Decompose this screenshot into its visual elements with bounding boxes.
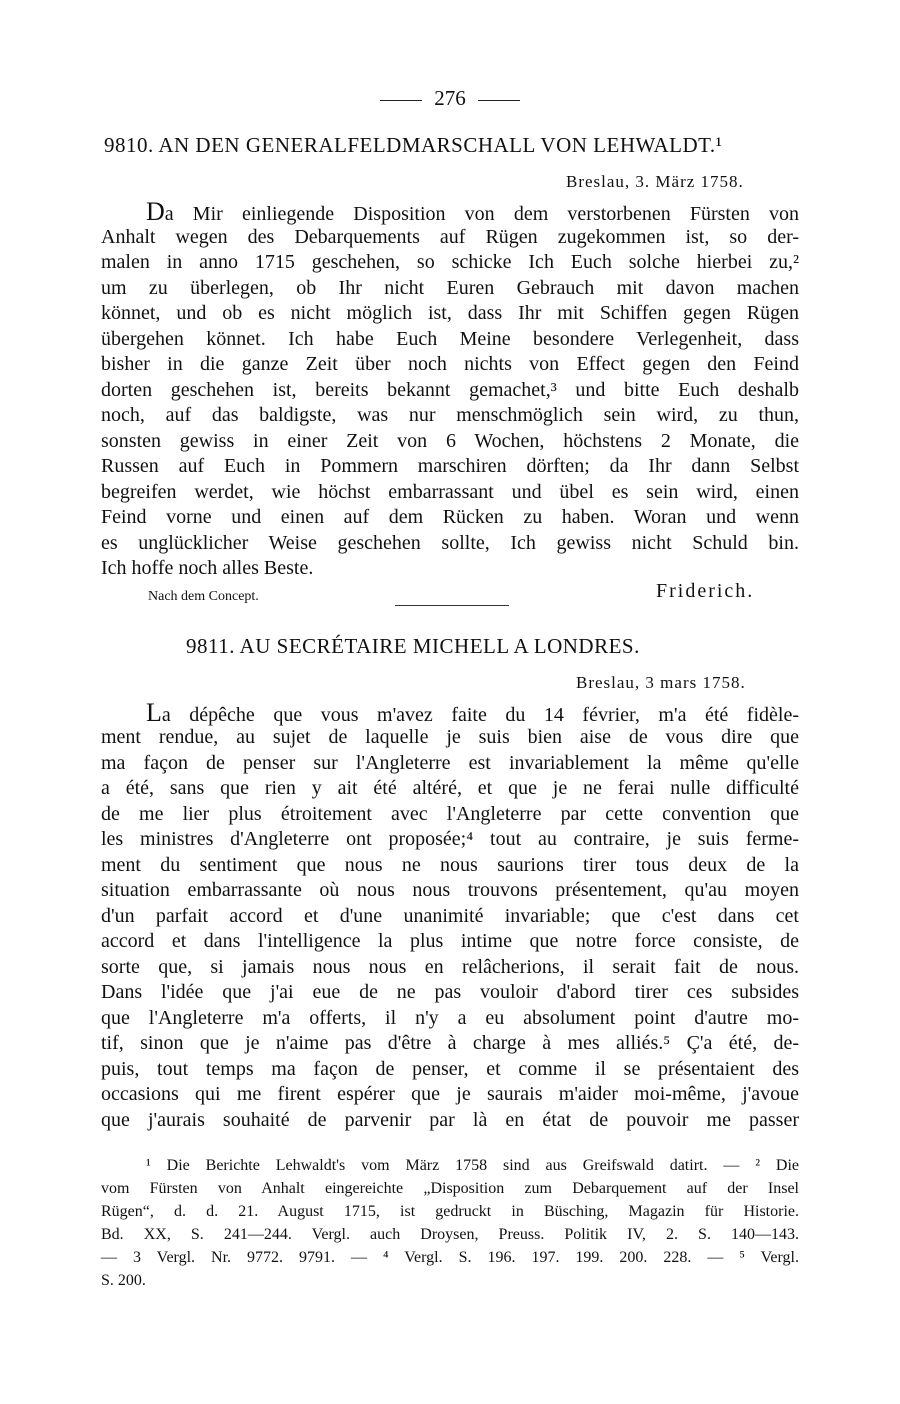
body-line: puis, tout temps ma façon de penser, et comme il se présentaient des	[101, 1058, 799, 1080]
body-line: sorte que, si jamais nous nous en relâcherions, il serait fait de nous.	[101, 956, 799, 978]
body-line: ma façon de penser sur l'Angleterre est invariablement la même qu'elle	[101, 752, 799, 774]
section-divider	[395, 605, 509, 606]
body-line: Anhalt wegen des Debarquements auf Rügen zugekommen ist, so der-	[101, 226, 799, 248]
body-line: dorten geschehen ist, bereits bekannt gemachet,³ und bitte Euch deshalb	[101, 379, 799, 401]
body-line: übergehen könnet. Ich habe Euch Meine besondere Verlegenheit, dass	[101, 328, 799, 350]
page-header	[0, 86, 900, 111]
body-line: noch, auf das baldigste, was nur menschmöglich sein wird, zu thun,	[101, 404, 799, 426]
body-line: Dans l'idée que j'ai eue de ne pas vouloir d'abord tirer ces subsides	[101, 981, 799, 1003]
body-line: bisher in die ganze Zeit über noch nichts von Effect gegen den Feind	[101, 353, 799, 375]
body-line: ment du sentiment que nous ne nous saurions tirer tous deux de la	[101, 854, 799, 876]
footnote-line: — 3 Vergl. Nr. 9772. 9791. — ⁴ Vergl. S. 196. 197. 199. 200. 228. — ⁵ Vergl.	[101, 1249, 799, 1266]
letter-place-date: Breslau, 3 mars 1758.	[576, 673, 746, 692]
drop-cap: D	[146, 197, 165, 226]
footnote-line: S. 200.	[101, 1272, 146, 1289]
body-line: es unglücklicher Weise geschehen sollte, Ich gewiss nicht Schuld bin.	[101, 532, 799, 554]
body-line: Feind vorne und einen auf dem Rücken zu haben. Woran und wenn	[101, 506, 799, 528]
body-line: begreifen werdet, wie höchst embarrassant und übel es sein wird, einen	[101, 481, 799, 503]
body-line: Da Mir einliegende Disposition von dem verstorbenen Fürsten von	[146, 197, 799, 226]
body-line: les ministres d'Angleterre ont proposée;⁴ tout au contraire, je suis ferme-	[101, 828, 799, 850]
body-line: sonsten gewiss in einer Zeit von 6 Wochen, höchstens 2 Monate, die	[101, 430, 799, 452]
body-line: occasions qui me firent espérer que je saurais m'aider moi-même, j'avoue	[101, 1083, 799, 1105]
footnote-line: ¹ Die Berichte Lehwaldt's vom März 1758 sind aus Greifswald datirt. — ² Die	[146, 1157, 799, 1174]
body-line: tif, sinon que je n'aime pas d'être à charge à mes alliés.⁵ Ç'a été, de-	[101, 1032, 799, 1054]
body-line: que j'aurais souhaité de parvenir par là en état de pouvoir me passer	[101, 1109, 799, 1131]
body-line: Russen auf Euch in Pommern marschiren dörften; da Ihr dann Selbst	[101, 455, 799, 477]
body-line: situation embarrassante où nous nous trouvons présentement, qu'au moyen	[101, 879, 799, 901]
body-line: de me lier plus étroitement avec l'Angleterre par cette convention que	[101, 803, 799, 825]
body-line: malen in anno 1715 geschehen, so schicke Ich Euch solche hierbei zu,²	[101, 251, 799, 273]
header-dash-left	[380, 100, 422, 101]
body-line: um zu überlegen, ob Ihr nicht Euren Gebrauch mit davon machen	[101, 277, 799, 299]
signature: Friderich.	[656, 580, 755, 602]
drop-cap: L	[146, 698, 162, 727]
body-line: ment rendue, au sujet de laquelle je suis bien aise de vous dire que	[101, 726, 799, 748]
letter-title: 9810. AN DEN GENERALFELDMARSCHALL VON LEHWALDT.¹	[104, 133, 723, 157]
body-line: könnet, und ob es nicht möglich ist, dass Ihr mit Schiffen gegen Rügen	[101, 302, 799, 324]
header-dash-right	[478, 100, 520, 101]
page-number: 276	[434, 86, 466, 110]
footnote-line: Bd. XX, S. 241—244. Vergl. auch Droysen, Preuss. Politik IV, 2. S. 140—143.	[101, 1226, 799, 1243]
footnote-line: vom Fürsten von Anhalt eingereichte „Disposition zum Debarquement auf der Insel	[101, 1180, 799, 1197]
body-line: accord et dans l'intelligence la plus intime que notre force consiste, de	[101, 930, 799, 952]
source-note: Nach dem Concept.	[148, 589, 259, 604]
letter-title: 9811. AU SECRÉTAIRE MICHELL A LONDRES.	[186, 634, 640, 658]
body-line: a été, sans que rien y ait été altéré, et que je ne ferai nulle difficulté	[101, 777, 799, 799]
letter-place-date: Breslau, 3. März 1758.	[566, 172, 744, 191]
body-line: d'un parfait accord et d'une unanimité invariable; que c'est dans cet	[101, 905, 799, 927]
body-line: La dépêche que vous m'avez faite du 14 février, m'a été fidèle-	[146, 698, 799, 727]
footnote-line: Rügen“, d. d. 21. August 1715, ist gedruckt in Büsching, Magazin für Historie.	[101, 1203, 799, 1220]
body-line: Ich hoffe noch alles Beste.	[101, 557, 314, 579]
body-line: que l'Angleterre m'a offerts, il n'y a eu absolument point d'autre mo-	[101, 1007, 799, 1029]
